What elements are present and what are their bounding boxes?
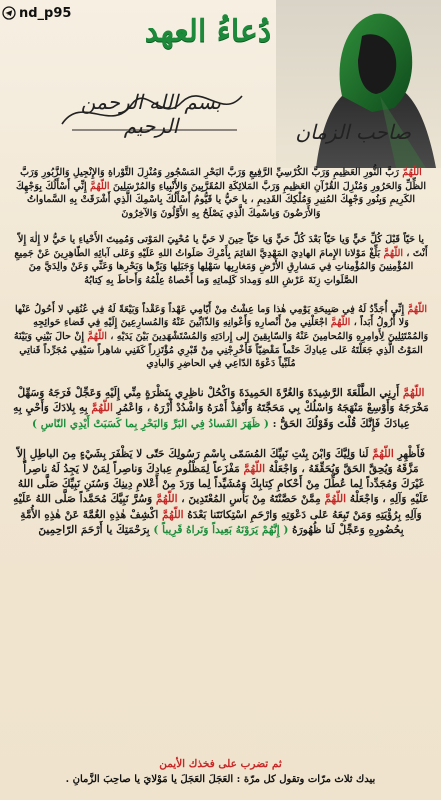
dua-text: إِنِّي أَسْأَلُكَ بِوَجْهِكَ الكَرِيمِ وَبِنُورِ وَجْهِكَ المُنِيرِ وَمُلْكِكَ القَدِيمِ ، يا حَيُّ يا قَيُّومُ أَسْأَلُكَ بِاسْمِكَ الَّذِي أَشْرَقَتْ بِهِ السَّماواتُ وَالأَرَضُونَ وَبِاسْمِكَ الَّذِي يَصْلَحُ بِهِ الأَوَّلُونَ وَالآخِرُونَ: [15, 180, 415, 220]
dua-text: مِمَّنْ حَصَّنْتَهُ مِنْ بَأْسِ المُعْتَدِينَ ،: [177, 493, 325, 506]
watermark-bar: [0, 0, 71, 26]
dua-text: رَبَّ النُّورِ العَظِيمِ وَرَبَّ الكُرْسِيِّ الرَّفِيعِ وَرَبَّ البَحْرِ المَسْجُورِ وَمُنْزِلَ التَّوْراةِ وَالإِنْجِيلِ وَالزَّبُورِ وَرَبَّ الظِّلِّ وَالحَرُورِ وَمُنْزِلَ القُرْآنِ العَظِيمِ وَرَبَّ المَلائِكَةِ المُقَرَّبِينَ وَالأَنْبِياءِ وَالمُرْسَلِينَ: [20, 167, 427, 192]
paragraph: [12, 386, 430, 432]
dua-text: بَلِّغْ مَوْلانا الإِمامَ الهادِيَ المَهْدِيَّ القائِمَ بِأَمْرِكَ صَلَواتُ اللهِ عَلَيْهِ وَعَلى آبائِهِ الطّاهِرِينَ عَنْ جَمِيعِ المُؤْمِنِينَ وَالمُؤْمِناتِ فِي مَشارِقِ الأَرْضِ وَمَغارِبِها سَهْلِها وَجَبَلِها وَبَرِّها وَبَحْرِها وَعَنِّي وَعَنْ والِدَيَّ مِنَ الصَّلَواتِ زِنَةَ عَرْشِ اللهِ وَمِدادَ كَلِماتِهِ وَما أَحْصاهُ عِلْمُهُ وَأَحاطَ بِهِ كِتابُهُ: [14, 247, 414, 286]
invocation-word: اللّهُمَّ: [407, 303, 428, 315]
invocation-word: اللّهُمَّ: [372, 447, 394, 460]
invocation-word: اللّهُمَّ: [324, 493, 347, 506]
invocation-word: اللّهُمَّ: [383, 247, 404, 259]
telegram-icon: [2, 6, 16, 20]
paragraph: [12, 447, 430, 538]
signature-calligraphy: صاحب الزمان: [295, 120, 411, 144]
paragraph: [12, 233, 430, 288]
dua-text: لَنا وَلِيَّكَ وَابْنَ بِنْتِ نَبِيِّكَ المُسَمّى بِاسْمِ رَسُولِكَ حَتّى لا يَظْفَرَ بِشَيْءٍ مِنَ الباطِلِ إِلاّ مَزَّقَهُ وَيُحِقَّ الحَقَّ وَيُحَقِّقَهُ ، وَاجْعَلْهُ: [17, 447, 419, 475]
invocation-word: اللّهُمَّ: [162, 508, 184, 521]
invocation-word: اللّهُمَّ: [155, 493, 178, 506]
page-title: دُعاءُ العهد: [144, 14, 272, 49]
dua-text: فَأَظْهِرِ: [393, 447, 425, 460]
quran-verse: ( ظَهَرَ الفَسادُ فِي البَرِّ وَالبَحْرِ بِما كَسَبَتْ أَيْدِي النّاسِ ): [32, 417, 269, 430]
invocation-word: اللّهُمَّ: [402, 167, 422, 178]
invocation-word: اللّهُمَّ: [243, 462, 266, 475]
dua-text: بِرَحْمَتِكَ يا أَرْحَمَ الرّاحِمِينَ: [38, 523, 154, 536]
dua-text: أَرِنِي الطَّلْعَةَ الرَّشِيدَةَ وَالغُرَّةَ الحَمِيدَةَ وَاكْحُلْ ناظِرِي بِنَظْرَةٍ مِنِّي إِلَيْهِ وَعَجِّلْ فَرَجَهُ وَسَهِّلْ مَخْرَجَهُ وَأَوْسِعْ مَنْهَجَهُ وَاسْلُكْ بِي مَحَجَّتَهُ وَأَنْفِذْ أَمْرَهُ وَاشْدُدْ أَزْرَهُ ، وَاعْمُرِ: [17, 387, 429, 415]
dua-text: وَسُرَّ نَبِيَّكَ مُحَمَّداً صَلَّى اللهُ عَلَيْهِ وَآلِهِ بِرُؤْيَتِهِ وَمَنْ تَبِعَهُ عَلى دَعْوَتِهِ وَارْحَمِ اسْتِكانَتَنا بَعْدَهُ: [13, 493, 422, 521]
paragraph: [12, 166, 430, 221]
dua-text: اكْشِفْ هٰذِهِ الغُمَّةَ عَنْ هٰذِهِ الأُمَّةِ بِحُضُورِهِ وَعَجِّلْ لَنا ظُهُورَهُ: [20, 508, 404, 536]
paragraph: [12, 303, 430, 372]
invocation-word: اللّهُمَّ: [91, 402, 113, 415]
invocation-word: اللّهُمَّ: [402, 387, 425, 400]
dua-text: بِهِ بِلادَكَ وَأَحْيِ بِهِ عِبادَكَ فَإِنَّكَ قُلْتَ وَقَوْلُكَ الحَقُّ :: [13, 402, 410, 430]
invocation-word: اللّهُمَّ: [330, 317, 351, 329]
dua-text: مَفْزَعاً لِمَظْلُومِ عِبادِكَ وَناصِراً لِمَنْ لا يَجِدُ لَهُ ناصِراً غَيْرَكَ وَمُجَدِّداً لِما عُطِّلَ مِنْ أَحْكامِ كِتابِكَ وَمُشَيِّداً لِما وَرَدَ مِنْ أَعْلامِ دِينِكَ وَسُنَنِ نَبِيِّكَ صَلَّى اللهُ عَلَيْهِ وَآلِهِ ، وَاجْعَلْهُ: [17, 462, 429, 506]
basmala-text: بسم الله الرحمن الرحيم: [80, 90, 222, 138]
footer-invocation-line: بيدك ثلاث مرّات وتقول كل مرّة : العَجَلَ العَجَلَ يا مَوْلايَ يا صاحِبَ الزَّمانِ .: [65, 774, 376, 785]
footer-instruction-line: ثم تضرب على فخذك الأيمن: [159, 758, 282, 770]
dua-text: إِنِّي أُجَدِّدُ لَهُ فِي صَبِيحَةِ يَوْمِي هٰذا وَما عِشْتُ مِنْ أَيّامِي عَهْداً وَعَقْداً وَبَيْعَةً لَهُ فِي عُنُقِي لا أَحُولُ عَنْها وَلا أَزُولُ أَبَداً ،: [14, 303, 409, 329]
dua-text: يا حَيّاً قَبْلَ كُلِّ حَيٍّ وَيا حَيّاً بَعْدَ كُلِّ حَيٍّ وَيا حَيّاً حِينَ لا حَيَّ يا مُحْيِيَ المَوْتى وَمُمِيتَ الأَحْياءِ يا حَيُّ لا إِلٰهَ إِلاّ أَنْتَ ،: [17, 233, 428, 259]
invocation-word: اللّهُمَّ: [90, 180, 110, 192]
channel-handle: nd_p95: [19, 5, 72, 21]
quran-verse: ( إِنَّهُمْ يَرَوْنَهُ بَعِيداً وَنَراهُ قَرِيباً ): [153, 523, 289, 536]
dua-text: اجْعَلْنِي مِنْ أَنْصارِهِ وَأَعْوانِهِ وَالذّابِّينَ عَنْهُ وَالمُسارِعِينَ إِلَيْهِ فِي قَضاءِ حَوائِجِهِ وَالمُمْتَثِلِينَ لِأَوامِرِهِ وَالمُحامِينَ عَنْهُ وَالسّابِقِينَ إِلى إِرادَتِهِ وَالمُسْتَشْهَدِينَ بَيْنَ يَدَيْهِ ،: [33, 317, 429, 343]
invocation-word: اللّهُمَّ: [87, 331, 107, 343]
dua-text: إِنْ حالَ بَيْنِي وَبَيْنَهُ المَوْتُ الَّذِي جَعَلْتَهُ عَلى عِبادِكَ حَتْماً مَقْضِيّاً فَأَخْرِجْنِي مِنْ قَبْرِي مُؤْتَزِراً كَفَنِي شاهِراً سَيْفِي مُجَرِّداً قَناتِي مُلَبِّياً دَعْوَةَ الدّاعِي فِي الحاضِرِ وَالبادِي: [13, 331, 423, 370]
instructions-footer: [10, 758, 431, 785]
dua-body: [12, 166, 430, 553]
